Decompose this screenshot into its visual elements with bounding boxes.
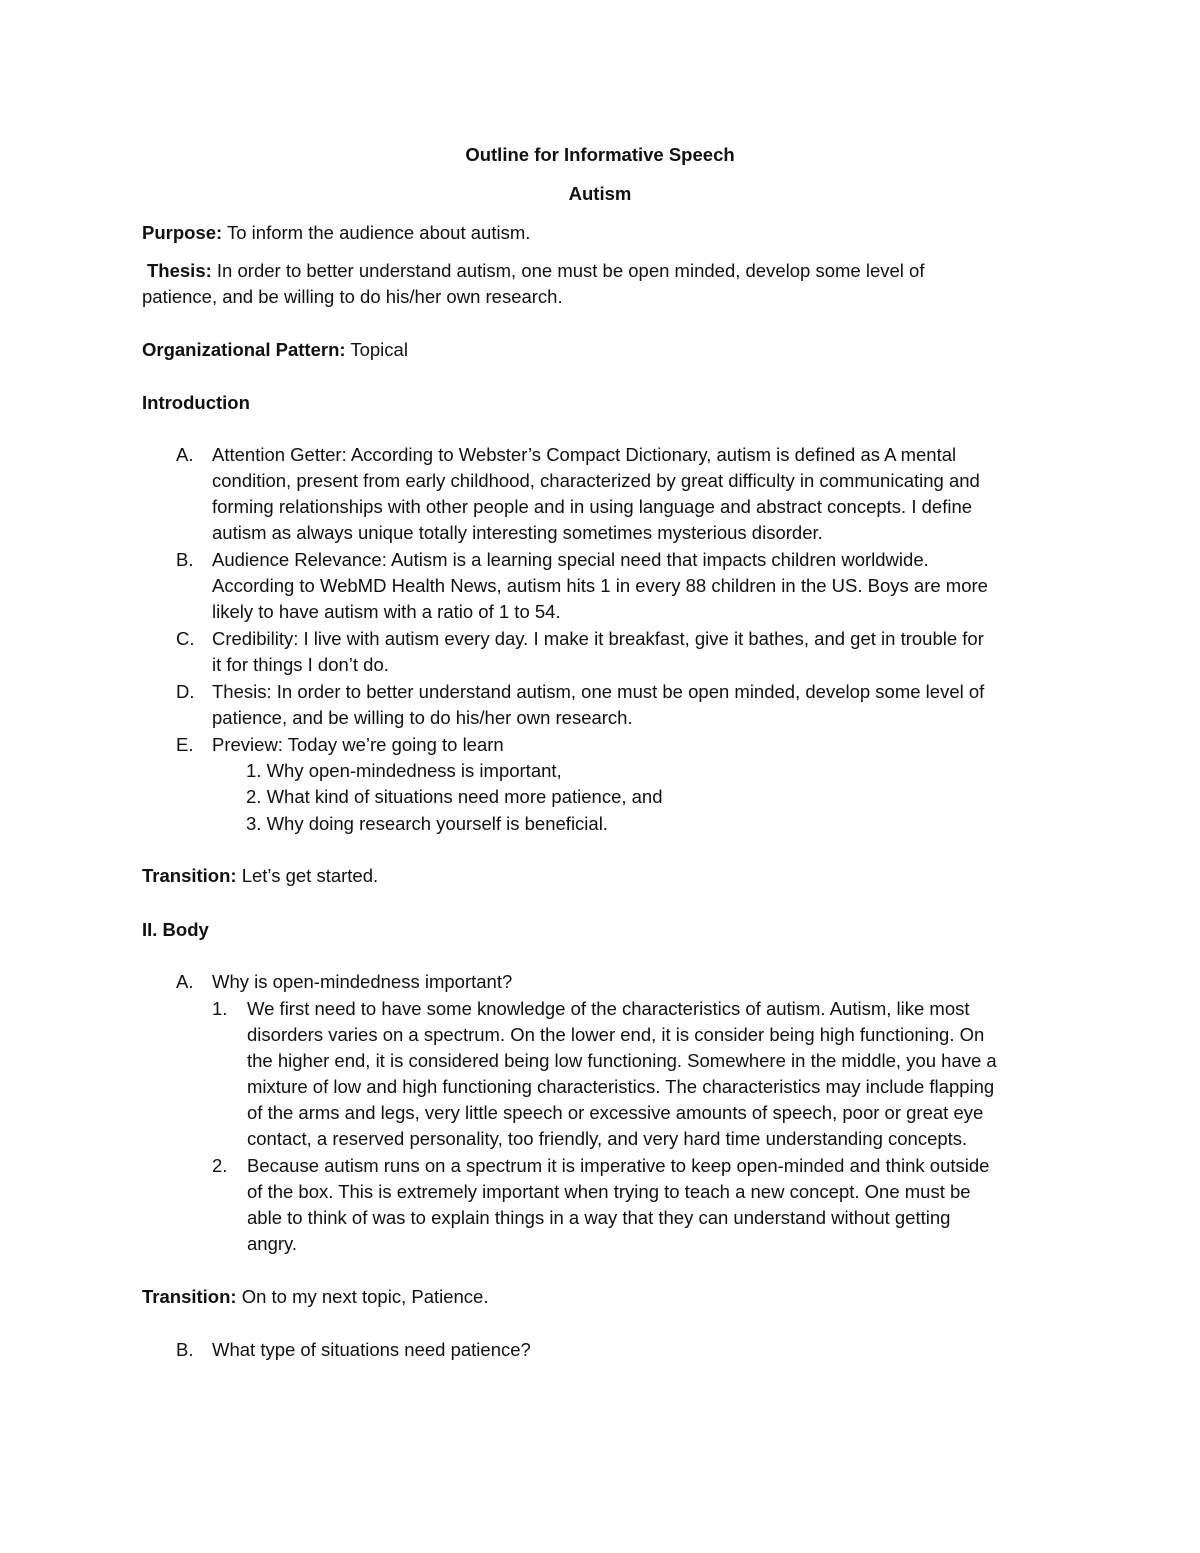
document-topic: Autism	[568, 183, 632, 204]
transition-1-line	[142, 863, 378, 889]
intro-item-b-line-3: likely to have autism with a ratio of 1 to 54.	[212, 601, 561, 622]
subpoint-2-line-3: able to think of was to explain things in a way that they can understand without getting	[247, 1207, 951, 1228]
preview-point-2: 2. What kind of situations need more patience, and	[246, 786, 663, 807]
purpose-line	[142, 220, 530, 246]
organizational-pattern-text: Topical	[345, 339, 408, 360]
intro-item-e-line-1: Preview: Today we’re going to learn	[212, 734, 504, 755]
intro-item-c-marker: C.	[176, 628, 195, 649]
thesis-label: Thesis:	[147, 260, 212, 281]
subpoint-1-marker: 1.	[212, 998, 228, 1019]
transition-1-label: Transition:	[142, 865, 237, 886]
intro-item-d-marker: D.	[176, 681, 195, 702]
body-heading: II. Body	[142, 919, 209, 940]
purpose-text: To inform the audience about autism.	[222, 222, 531, 243]
intro-item-b-line-2: According to WebMD Health News, autism hits 1 in every 88 children in the US. Boys are more	[212, 575, 988, 596]
thesis-text-1: In order to better understand autism, one must be open minded, develop some level of	[211, 260, 925, 281]
transition-1-text: Let’s get started.	[236, 865, 379, 886]
intro-item-a-line-1: Attention Getter: According to Webster’s Compact Dictionary, autism is defined as A mental	[212, 444, 957, 465]
intro-item-c-line-2: it for things I don’t do.	[212, 654, 389, 675]
subpoint-2-marker: 2.	[212, 1155, 228, 1176]
organizational-pattern-line	[142, 337, 408, 363]
subpoint-1-line-4: mixture of low and high functioning characteristics. The characteristics may include flapping	[247, 1076, 995, 1097]
intro-item-e-marker: E.	[176, 734, 194, 755]
thesis-line-1	[147, 258, 924, 284]
body-point-b-text: What type of situations need patience?	[212, 1339, 531, 1360]
intro-item-a-marker: A.	[176, 444, 194, 465]
intro-item-d-line-1: Thesis: In order to better understand autism, one must be open minded, develop some level of	[212, 681, 985, 702]
preview-point-1: 1. Why open-mindedness is important,	[246, 760, 562, 781]
body-point-a-marker: A.	[176, 971, 194, 992]
transition-2-label: Transition:	[142, 1286, 237, 1307]
intro-item-a-line-4: autism as always unique totally interesting sometimes mysterious disorder.	[212, 522, 823, 543]
subpoint-1-line-2: disorders varies on a spectrum. On the lower end, it is consider being high functioning. On	[247, 1024, 985, 1045]
subpoint-1-line-1: We first need to have some knowledge of the characteristics of autism. Autism, like most	[247, 998, 970, 1019]
organizational-pattern-label: Organizational Pattern:	[142, 339, 346, 360]
subpoint-1-line-5: of the arms and legs, very little speech or excessive amounts of speech, poor or great eye	[247, 1102, 984, 1123]
intro-item-b-marker: B.	[176, 549, 194, 570]
thesis-line-2: patience, and be willing to do his/her own research.	[142, 286, 563, 307]
body-point-a-text: Why is open-mindedness important?	[212, 971, 513, 992]
purpose-label: Purpose:	[142, 222, 223, 243]
intro-item-c-line-1: Credibility: I live with autism every day. I make it breakfast, give it bathes, and get in trouble for	[212, 628, 984, 649]
introduction-heading: Introduction	[142, 392, 250, 413]
intro-item-b-line-1: Audience Relevance: Autism is a learning special need that impacts children worldwide.	[212, 549, 929, 570]
document-title: Outline for Informative Speech	[465, 144, 735, 165]
transition-2-line	[142, 1284, 489, 1310]
preview-point-3: 3. Why doing research yourself is beneficial.	[246, 813, 608, 834]
intro-item-a-line-3: forming relationships with other people and in using language and abstract concepts. I define	[212, 496, 973, 517]
subpoint-2-line-4: angry.	[247, 1233, 298, 1254]
subpoint-2-line-1: Because autism runs on a spectrum it is imperative to keep open-minded and think outside	[247, 1155, 990, 1176]
intro-item-d-line-2: patience, and be willing to do his/her own research.	[212, 707, 633, 728]
body-point-b-marker: B.	[176, 1339, 194, 1360]
subpoint-1-line-6: contact, a reserved personality, too friendly, and very hard time understanding concepts.	[247, 1128, 968, 1149]
subpoint-1-line-3: the higher end, it is considered being low functioning. Somewhere in the middle, you have a	[247, 1050, 997, 1071]
transition-2-text: On to my next topic, Patience.	[236, 1286, 489, 1307]
intro-item-a-line-2: condition, present from early childhood, characterized by great difficulty in communicating and	[212, 470, 980, 491]
subpoint-2-line-2: of the box. This is extremely important when trying to teach a new concept. One must be	[247, 1181, 971, 1202]
